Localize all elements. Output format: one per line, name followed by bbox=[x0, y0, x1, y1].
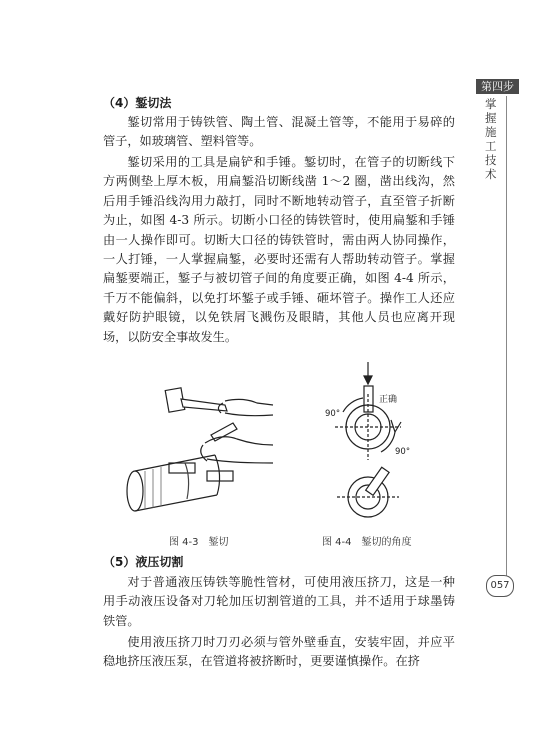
figure-caption-4-4: 图 4-4 錾切的角度 bbox=[322, 537, 412, 548]
paragraph: 錾切采用的工具是扁铲和手锤。錾切时，在管子的切断线下方两侧垫上厚木板，用扁錾沿切断线凿 1～2 圈，凿出线沟，然后用手锤沿线沟用力敲打，同时不断地转动管子，直至管子折断为止，如图 4-3 所示。切断小口径的铸铁管时，使用扁錾和手锤由一人操作即可。切断大口径的铸铁管时，需由两人协同操作，一人打锤，一人掌握扁錾，必要时还需有人帮助转动管子。掌握扁錾要端正，錾子与被切管子间的角度要正确，如图 4-4 所示，千万不能偏斜，以免打坏錾子或手锤、砸坏管子。操作工人还应戴好防护眼镜，以免铁屑飞溅伤及眼睛，其他人员也应离开现场，以防安全事故发生。 bbox=[103, 155, 455, 344]
label-angle-left: 90° bbox=[325, 409, 341, 419]
label-correct: 正确 bbox=[379, 395, 398, 405]
paragraph: 对于普通液压铸铁等脆性管材，可使用液压挤刀，这是一种用手动液压设备对刀轮加压切割管道的工具，并不适用于球墨铸铁管。 bbox=[103, 575, 455, 628]
section-heading-5: （5）液压切割 bbox=[103, 555, 184, 569]
sidebar-divider bbox=[506, 96, 507, 596]
paragraph: 錾切常用于铸铁管、陶土管、混凝土管等，不能用于易碎的管子，如玻璃管、塑料管等。 bbox=[103, 115, 455, 149]
figure-caption-4-3: 图 4-3 錾切 bbox=[169, 537, 229, 548]
section-heading-4: （4）錾切法 bbox=[103, 96, 172, 110]
page-number: 057 bbox=[486, 575, 514, 597]
chisel-angle-diagram bbox=[315, 362, 425, 522]
chisel-illustration bbox=[125, 383, 275, 523]
step-tab: 第四步 bbox=[476, 79, 519, 94]
chapter-title: 掌握施工技术 bbox=[485, 97, 497, 181]
label-angle-right: 90° bbox=[395, 447, 411, 457]
paragraph: 使用液压挤刀时刀刃必须与管外壁垂直，安装牢固，并应平稳地挤压液压泵，在管道将被挤断时，更要谨慎操作。在挤 bbox=[103, 635, 455, 669]
